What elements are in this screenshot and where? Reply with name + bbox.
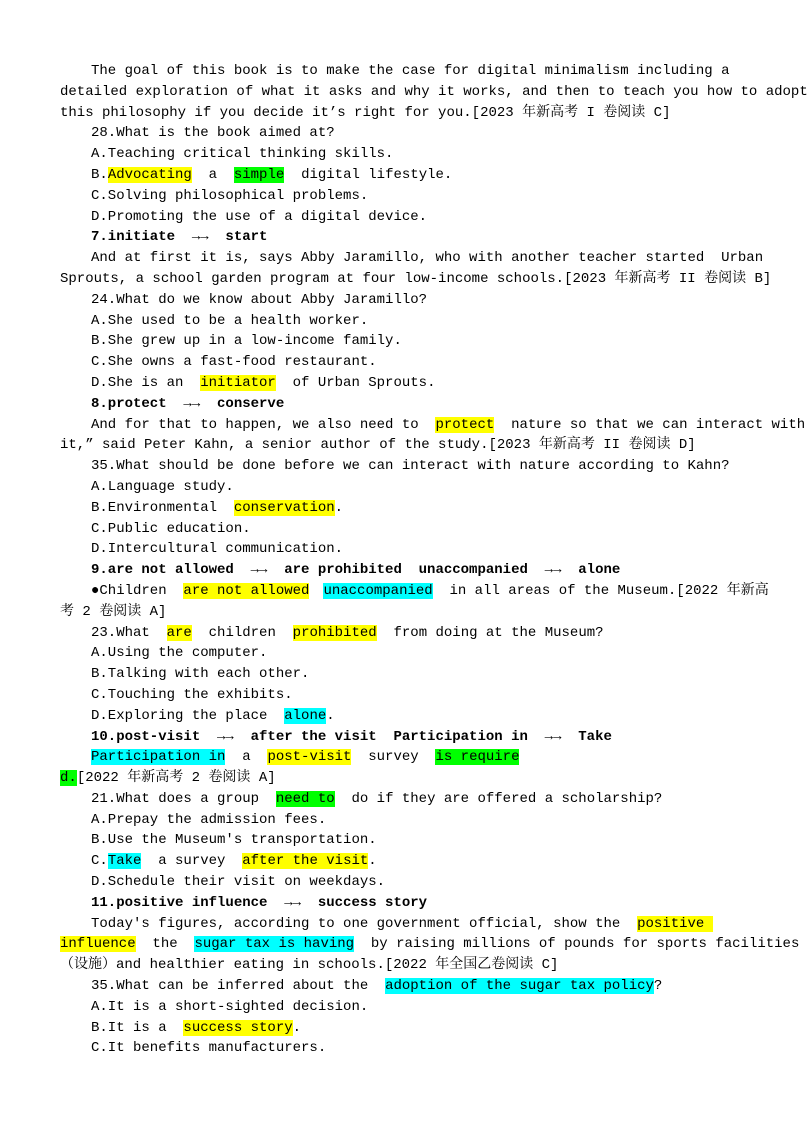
- highlight-yellow: influence: [60, 936, 136, 953]
- question-35: [60, 976, 740, 997]
- heading-9: 9.are not allowed →→ are prohibited unaccompanied →→ alone: [91, 562, 621, 579]
- option-c: C.She owns a fast-food restaurant.: [91, 354, 377, 371]
- option-a: A.She used to be a health worker.: [91, 312, 369, 329]
- option-text: .: [292, 1019, 302, 1036]
- option-b: B.Use the Museum's transportation.: [91, 832, 377, 849]
- paragraph-line: [60, 581, 769, 602]
- highlight-cyan: unaccompanied: [323, 582, 433, 599]
- paragraph-text: by raising millions of pounds for sports facilities: [354, 936, 800, 953]
- paragraph-line: The goal of this book is to make the case for digital minimalism including a: [91, 63, 730, 79]
- highlight-cyan: alone: [284, 707, 327, 724]
- question-text: 21.What does a group: [91, 790, 276, 807]
- highlight-yellow: post-visit: [267, 749, 352, 766]
- highlight-cyan: adoption of the sugar tax policy: [385, 978, 654, 995]
- option-text: digital lifestyle.: [284, 166, 453, 183]
- paragraph-line: [60, 914, 740, 935]
- highlight-yellow: conservation: [233, 499, 335, 516]
- option-d: [60, 706, 740, 727]
- option-d: D.Intercultural communication.: [91, 541, 344, 558]
- highlight-yellow: initiator: [200, 374, 276, 391]
- option-c: [60, 851, 740, 872]
- question-text: children: [191, 624, 293, 641]
- highlight-green: is require: [435, 749, 520, 766]
- question-23: [60, 623, 740, 644]
- option-text: a: [191, 166, 234, 183]
- heading-8: 8.protect →→ conserve: [91, 395, 285, 412]
- paragraph-line: And at first it is, says Abby Jaramillo, who with another teacher started Urban: [91, 250, 764, 267]
- option-a: A.Language study.: [91, 478, 234, 495]
- question-text: 23.What: [91, 624, 167, 641]
- option-a: A.It is a short-sighted decision.: [91, 998, 369, 1015]
- highlight-cyan: Take: [107, 853, 142, 870]
- option-d: D.Schedule their visit on weekdays.: [91, 874, 386, 891]
- paragraph-text: Today's figures, according to one government official, show the: [91, 915, 638, 932]
- paragraph-text: ●Children: [91, 582, 184, 599]
- option-text: D.She is an: [91, 374, 201, 391]
- question-text: do if they are offered a scholarship?: [334, 790, 663, 807]
- paragraph-line: it,” said Peter Kahn, a senior author of the study.[2023 年新高考 II 卷阅读 D]: [60, 437, 696, 454]
- option-text: a survey: [141, 853, 243, 870]
- highlight-yellow: are: [166, 624, 192, 641]
- option-b: B.She grew up in a low-income family.: [91, 333, 402, 350]
- option-a: A.Using the computer.: [91, 645, 268, 662]
- paragraph-text: And for that to happen, we also need to: [91, 416, 436, 433]
- highlight-cyan: Participation in: [91, 749, 226, 766]
- option-c: C.It benefits manufacturers.: [91, 1040, 327, 1057]
- highlight-yellow: positive: [637, 915, 713, 932]
- question-24: 24.What do we know about Abby Jaramillo?: [91, 291, 428, 308]
- paragraph-line: [60, 768, 740, 789]
- paragraph-text: survey: [351, 749, 436, 766]
- paragraph-text: [2022 年新高考 2 卷阅读 A]: [76, 770, 276, 787]
- option-text: .: [334, 499, 344, 516]
- question-21: [60, 789, 740, 810]
- option-b: [60, 165, 740, 186]
- paragraph-line: [60, 747, 740, 768]
- option-c: C.Touching the exhibits.: [91, 686, 293, 703]
- option-label: C.: [91, 853, 108, 870]
- question-35: 35.What should be done before we can interact with nature according to Kahn?: [91, 458, 730, 475]
- question-text: ?: [653, 978, 663, 995]
- question-text: from doing at the Museum?: [376, 624, 604, 641]
- paragraph-line: [60, 415, 806, 436]
- heading-11: 11.positive influence →→ success story: [91, 894, 428, 911]
- option-b: B.Talking with each other.: [91, 666, 310, 683]
- question-text: 35.What can be inferred about the: [91, 978, 386, 995]
- option-b: [60, 498, 740, 519]
- highlight-yellow: prohibited: [292, 624, 377, 641]
- paragraph-text: nature so that we can interact with: [494, 416, 806, 433]
- highlight-green: need to: [275, 790, 335, 807]
- option-text: B.Environmental: [91, 499, 234, 516]
- heading-7: 7.initiate →→ start: [91, 229, 268, 246]
- option-a: A.Prepay the admission fees.: [91, 811, 327, 828]
- option-d: D.Promoting the use of a digital device.: [91, 208, 428, 225]
- option-c: C.Public education.: [91, 520, 251, 537]
- highlight-yellow: protect: [435, 416, 495, 433]
- paragraph-line: （设施）and healthier eating in schools.[2022 年全国乙卷阅读 C]: [60, 957, 559, 974]
- heading-10: 10.post-visit →→ after the visit Participation in →→ Take: [91, 728, 612, 745]
- option-c: C.Solving philosophical problems.: [91, 187, 369, 204]
- option-text: .: [326, 707, 335, 724]
- document-page: [60, 61, 808, 1059]
- option-text: of Urban Sprouts.: [275, 374, 436, 391]
- paragraph-text: in all areas of the Museum.[2022 年新高: [432, 582, 769, 599]
- highlight-green: d.: [60, 770, 77, 787]
- paragraph-line: this philosophy if you decide it’s right for you.[2023 年新高考 I 卷阅读 C]: [60, 104, 671, 121]
- option-b: [60, 1018, 740, 1039]
- paragraph-line: detailed exploration of what it asks and why it works, and then to teach you how to adopt: [60, 83, 808, 100]
- paragraph-text: the: [135, 936, 195, 953]
- highlight-yellow: after the visit: [242, 853, 369, 870]
- paragraph-line: [60, 934, 800, 955]
- highlight-yellow: are not allowed: [183, 582, 310, 599]
- highlight-cyan: sugar tax is having: [194, 936, 355, 953]
- option-text: .: [368, 853, 377, 870]
- option-d: [60, 373, 740, 394]
- highlight-yellow: Advocating: [107, 166, 192, 183]
- highlight-green: simple: [233, 166, 285, 183]
- question-28: 28.What is the book aimed at?: [91, 125, 335, 142]
- highlight-yellow: success story: [183, 1019, 293, 1036]
- option-a: A.Teaching critical thinking skills.: [91, 146, 394, 163]
- option-text: B.It is a: [91, 1019, 184, 1036]
- option-label: B.: [91, 166, 108, 183]
- paragraph-text: a: [225, 749, 268, 766]
- paragraph-line: Sprouts, a school garden program at four low-income schools.[2023 年新高考 II 卷阅读 B]: [60, 270, 772, 287]
- option-text: D.Exploring the place: [91, 707, 285, 724]
- paragraph-line: 考 2 卷阅读 A]: [60, 603, 167, 620]
